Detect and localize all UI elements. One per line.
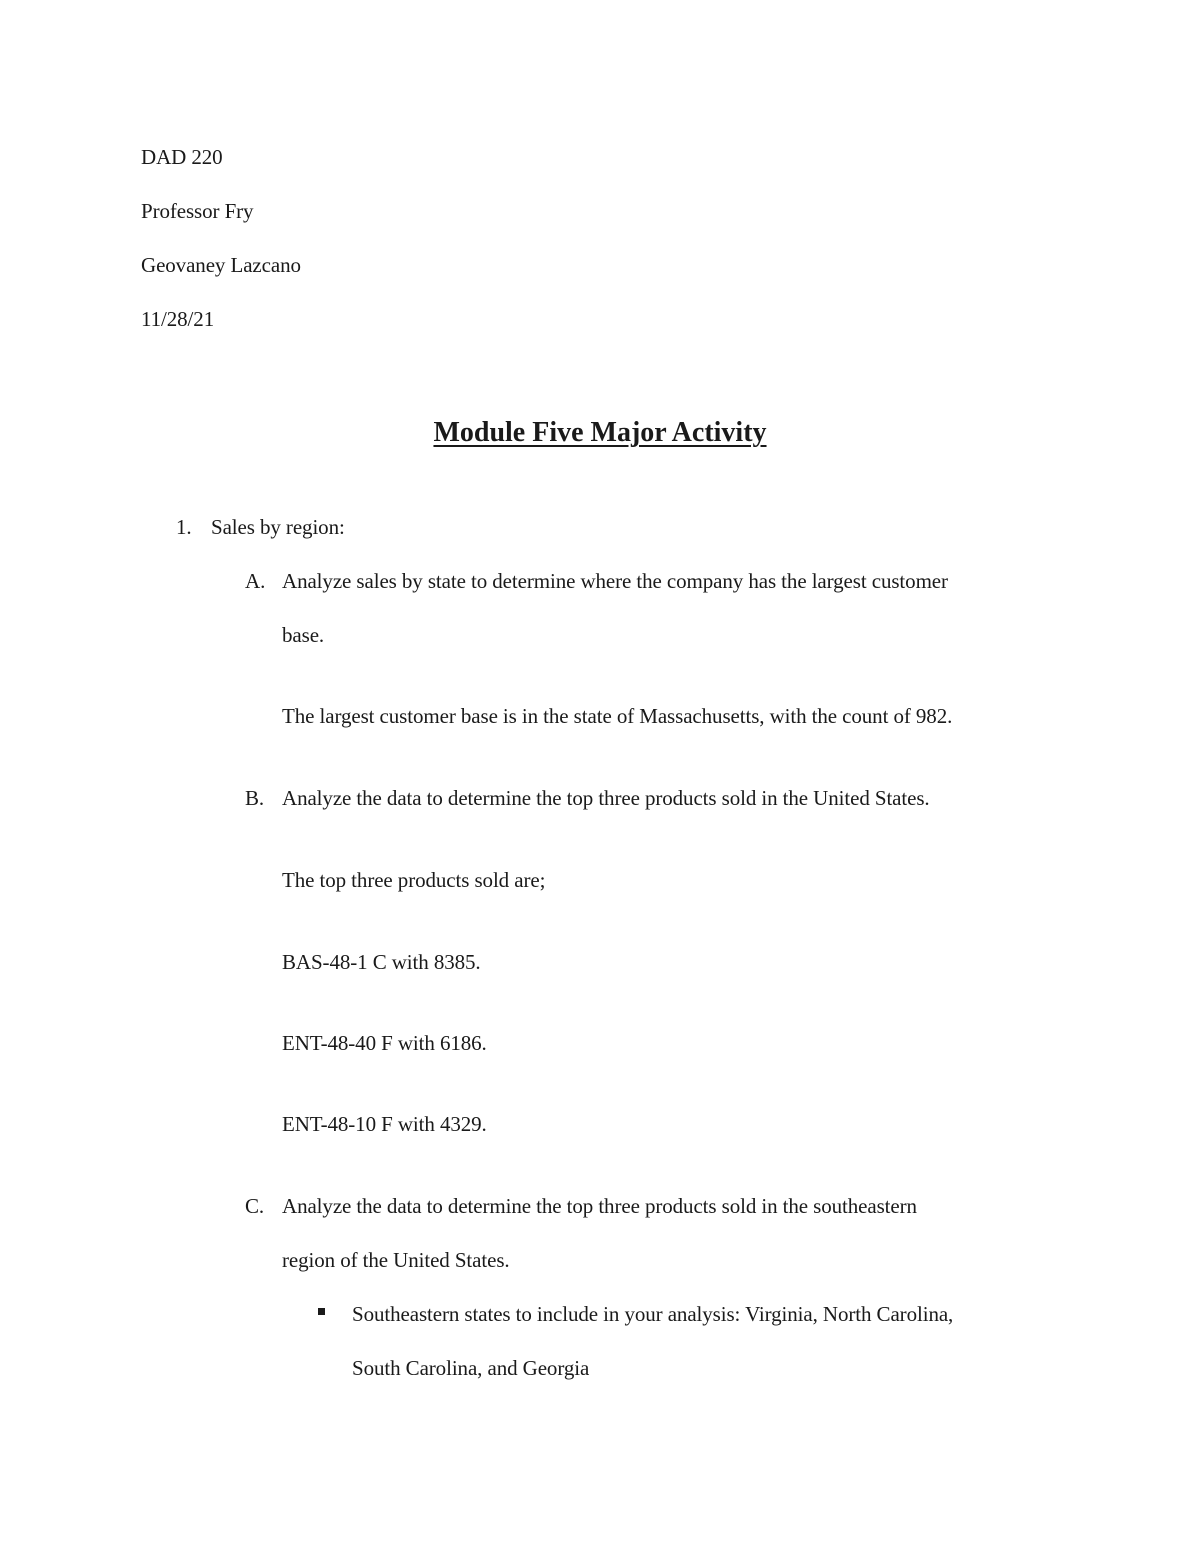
professor-name: Professor Fry — [141, 199, 254, 223]
course-code: DAD 220 — [141, 145, 223, 169]
student-name: Geovaney Lazcano — [141, 253, 301, 277]
bullet-text-line1: Southeastern states to include in your analysis: Virginia, North Carolina, — [352, 1302, 954, 1326]
item-a-question-line1: Analyze sales by state to determine where the company has the largest customer — [282, 569, 948, 593]
bullet-text-line2: South Carolina, and Georgia — [352, 1356, 590, 1380]
product-entry: ENT-48-10 F with 4329. — [282, 1112, 487, 1136]
item-c-question-line1: Analyze the data to determine the top three products sold in the southeastern — [282, 1194, 917, 1218]
product-entry: BAS-48-1 C with 8385. — [282, 950, 481, 974]
item-b-answer-intro: The top three products sold are; — [282, 868, 546, 892]
item-c-question-line2: region of the United States. — [282, 1248, 510, 1272]
list-marker-b: B. — [245, 786, 265, 810]
list-number-1: 1. — [176, 515, 192, 539]
list-marker-a: A. — [245, 569, 266, 593]
list-marker-c: C. — [245, 1194, 265, 1218]
section-heading: Sales by region: — [211, 515, 345, 539]
square-bullet-icon — [318, 1308, 325, 1315]
submission-date: 11/28/21 — [141, 307, 215, 331]
item-a-answer: The largest customer base is in the state of Massachusetts, with the count of 982. — [282, 704, 953, 728]
item-b-question: Analyze the data to determine the top three products sold in the United States. — [282, 786, 930, 810]
document-title: Module Five Major Activity — [433, 417, 767, 448]
product-entry: ENT-48-40 F with 6186. — [282, 1031, 487, 1055]
item-a-question-line2: base. — [282, 623, 325, 647]
